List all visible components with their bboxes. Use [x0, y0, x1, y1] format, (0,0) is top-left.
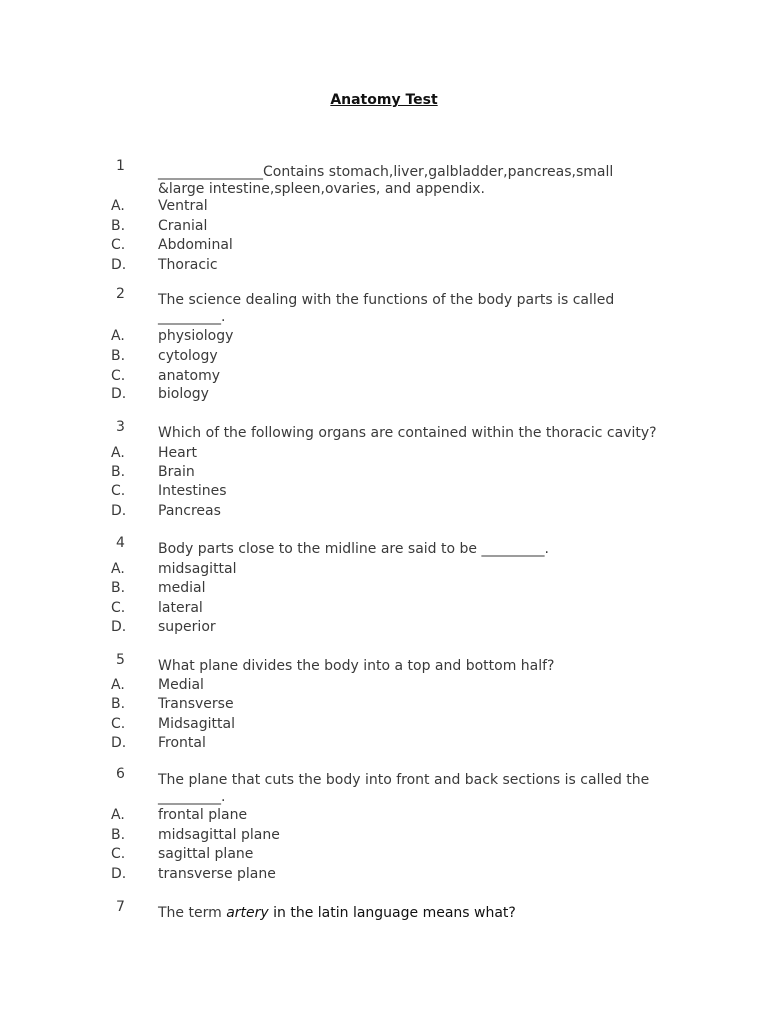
option-letter: D. [111, 503, 127, 519]
option-text: Medial [158, 677, 204, 693]
question-text: What plane divides the body into a top and bottom half? [158, 658, 555, 674]
option-4b [0, 578, 768, 598]
question-number: 4 [116, 535, 125, 551]
option-1c [0, 235, 768, 255]
option-letter: C. [111, 483, 126, 499]
option-2d [0, 384, 768, 404]
question-text [158, 905, 658, 922]
option-text: Pancreas [158, 503, 221, 519]
option-letter: C. [111, 600, 126, 616]
question-text: The science dealing with the functions of the body parts is called _________. [158, 292, 615, 325]
option-text: superior [158, 619, 216, 635]
option-letter: D. [111, 866, 127, 882]
option-6c [0, 844, 768, 864]
option-letter: C. [111, 716, 126, 732]
option-letter: A. [111, 445, 125, 461]
option-text: midsagittal plane [158, 827, 280, 843]
option-text: frontal plane [158, 807, 248, 823]
option-text: Frontal [158, 735, 206, 751]
option-2a [0, 326, 768, 346]
question-number: 3 [116, 419, 125, 435]
option-2b [0, 346, 768, 366]
question-text-after: in the latin language means what? [268, 905, 516, 921]
option-letter: B. [111, 827, 126, 843]
option-text: physiology [158, 328, 234, 344]
option-letter: B. [111, 696, 126, 712]
option-letter: A. [111, 198, 125, 214]
option-text: transverse plane [158, 866, 276, 882]
option-3b [0, 462, 768, 482]
option-5d [0, 733, 768, 753]
option-text: Cranial [158, 218, 208, 234]
option-letter: B. [111, 580, 126, 596]
option-text: midsagittal [158, 561, 237, 577]
option-letter: B. [111, 464, 126, 480]
question-text: _______________Contains stomach,liver,galbladder,pancreas,small &large intestine,spleen,ovaries, and appendix. [158, 164, 614, 197]
option-6b [0, 825, 768, 845]
question-text: Body parts close to the midline are said to be _________. [158, 541, 549, 557]
option-letter: A. [111, 561, 125, 577]
option-text: Heart [158, 445, 197, 461]
option-letter: D. [111, 735, 127, 751]
option-text: Intestines [158, 483, 227, 499]
option-3c [0, 481, 768, 501]
question-number: 5 [116, 652, 125, 668]
option-letter: B. [111, 348, 126, 364]
option-1b [0, 216, 768, 236]
question-text-emphasis: artery [226, 905, 269, 921]
option-text: biology [158, 386, 209, 402]
option-letter: D. [111, 619, 127, 635]
question-number: 2 [116, 286, 125, 302]
question-text: The plane that cuts the body into front and back sections is called the _________. [158, 772, 650, 805]
option-4d [0, 617, 768, 637]
page-title: Anatomy Test [330, 92, 438, 108]
option-1d [0, 255, 768, 275]
question-number: 6 [116, 766, 125, 782]
option-text: lateral [158, 600, 203, 616]
option-letter: B. [111, 218, 126, 234]
question-text: Which of the following organs are contained within the thoracic cavity? [158, 425, 657, 441]
option-text: Abdominal [158, 237, 233, 253]
option-3d [0, 501, 768, 521]
option-4c [0, 598, 768, 618]
question-number: 7 [116, 899, 125, 915]
question-text-before: The term [158, 905, 227, 921]
option-letter: A. [111, 807, 125, 823]
option-6d [0, 864, 768, 884]
option-text: Brain [158, 464, 195, 480]
option-text: Transverse [158, 696, 234, 712]
option-text: Midsagittal [158, 716, 235, 732]
option-text: anatomy [158, 368, 221, 384]
option-letter: A. [111, 677, 125, 693]
option-letter: C. [111, 368, 126, 384]
question-number: 1 [116, 158, 125, 174]
option-5c [0, 714, 768, 734]
option-4a [0, 559, 768, 579]
option-text: sagittal plane [158, 846, 254, 862]
option-1a [0, 196, 768, 216]
option-5b [0, 694, 768, 714]
option-letter: D. [111, 257, 127, 273]
option-5a [0, 675, 768, 695]
option-text: cytology [158, 348, 218, 364]
option-letter: D. [111, 386, 127, 402]
option-letter: A. [111, 328, 125, 344]
option-text: Thoracic [158, 257, 218, 273]
option-6a [0, 805, 768, 825]
option-3a [0, 443, 768, 463]
option-text: medial [158, 580, 206, 596]
option-text: Ventral [158, 198, 208, 214]
option-2c [0, 366, 768, 386]
option-letter: C. [111, 237, 126, 253]
option-letter: C. [111, 846, 126, 862]
